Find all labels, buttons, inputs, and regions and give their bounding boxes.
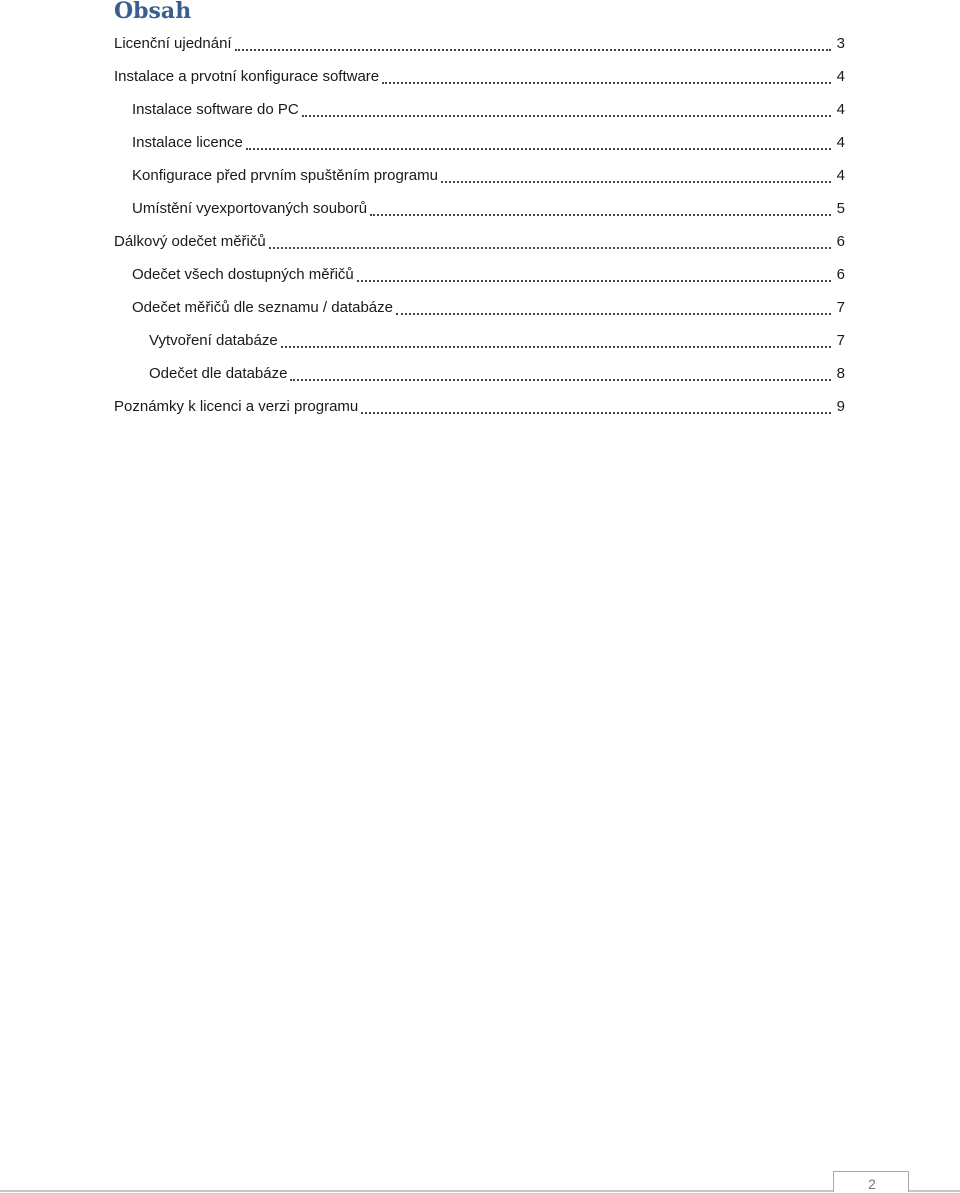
dot-leader bbox=[396, 313, 831, 315]
toc-entry-label: Instalace software do PC bbox=[132, 100, 299, 118]
toc-entry[interactable] bbox=[0, 60, 960, 93]
toc-entry-label: Odečet měřičů dle seznamu / databáze bbox=[132, 298, 393, 316]
footer-divider bbox=[0, 1190, 960, 1192]
toc-entry-page: 9 bbox=[836, 397, 845, 415]
toc-entry-label: Instalace a prvotní konfigurace software bbox=[114, 67, 380, 85]
toc-entry[interactable] bbox=[0, 126, 960, 159]
dot-leader bbox=[269, 247, 831, 249]
dot-leader bbox=[382, 82, 831, 84]
toc-entry-page: 6 bbox=[836, 265, 845, 283]
toc-entry-page: 4 bbox=[836, 166, 845, 184]
toc-entry[interactable] bbox=[0, 192, 960, 225]
dot-leader bbox=[246, 148, 831, 150]
toc-entry[interactable] bbox=[0, 27, 960, 60]
toc-entry-label: Dálkový odečet měřičů bbox=[114, 232, 266, 250]
toc-entry[interactable] bbox=[0, 390, 960, 423]
toc-entry-label: Vytvoření databáze bbox=[149, 331, 278, 349]
toc-entry-label: Licenční ujednání bbox=[114, 34, 232, 52]
toc-entry[interactable] bbox=[0, 324, 960, 357]
toc-entry-page: 7 bbox=[836, 331, 845, 349]
toc-entry[interactable] bbox=[0, 225, 960, 258]
toc-entry-page: 6 bbox=[836, 232, 845, 250]
toc-entry-label: Konfigurace před prvním spuštěním programu bbox=[132, 166, 438, 184]
toc-entry-page: 3 bbox=[836, 34, 845, 52]
dot-leader bbox=[302, 115, 831, 117]
dot-leader bbox=[235, 49, 831, 51]
toc-entry-label: Odečet dle databáze bbox=[149, 364, 288, 382]
toc-entry[interactable] bbox=[0, 93, 960, 126]
page-number: 2 bbox=[868, 1176, 876, 1192]
toc-entry[interactable] bbox=[0, 159, 960, 192]
toc-entry-page: 7 bbox=[836, 298, 845, 316]
dot-leader bbox=[361, 412, 831, 414]
toc-entry[interactable] bbox=[0, 258, 960, 291]
toc-entry-page: 5 bbox=[836, 199, 845, 217]
dot-leader bbox=[290, 379, 831, 381]
toc-entry-label: Instalace licence bbox=[132, 133, 243, 151]
toc-entry-page: 4 bbox=[836, 67, 845, 85]
toc-entry-label: Odečet všech dostupných měřičů bbox=[132, 265, 354, 283]
toc-entry-page: 4 bbox=[836, 100, 845, 118]
page-number-box bbox=[833, 1171, 909, 1192]
toc-entry-label: Umístění vyexportovaných souborů bbox=[132, 199, 368, 217]
toc-title: Obsah bbox=[114, 0, 192, 24]
dot-leader bbox=[281, 346, 831, 348]
toc-entry-page: 4 bbox=[836, 133, 845, 151]
toc-entry-label: Poznámky k licenci a verzi programu bbox=[114, 397, 359, 415]
dot-leader bbox=[370, 214, 831, 216]
toc-entry[interactable] bbox=[0, 357, 960, 390]
toc-entry[interactable] bbox=[0, 291, 960, 324]
dot-leader bbox=[441, 181, 831, 183]
toc-entry-page: 8 bbox=[836, 364, 845, 382]
dot-leader bbox=[357, 280, 831, 282]
table-of-contents bbox=[0, 27, 960, 423]
